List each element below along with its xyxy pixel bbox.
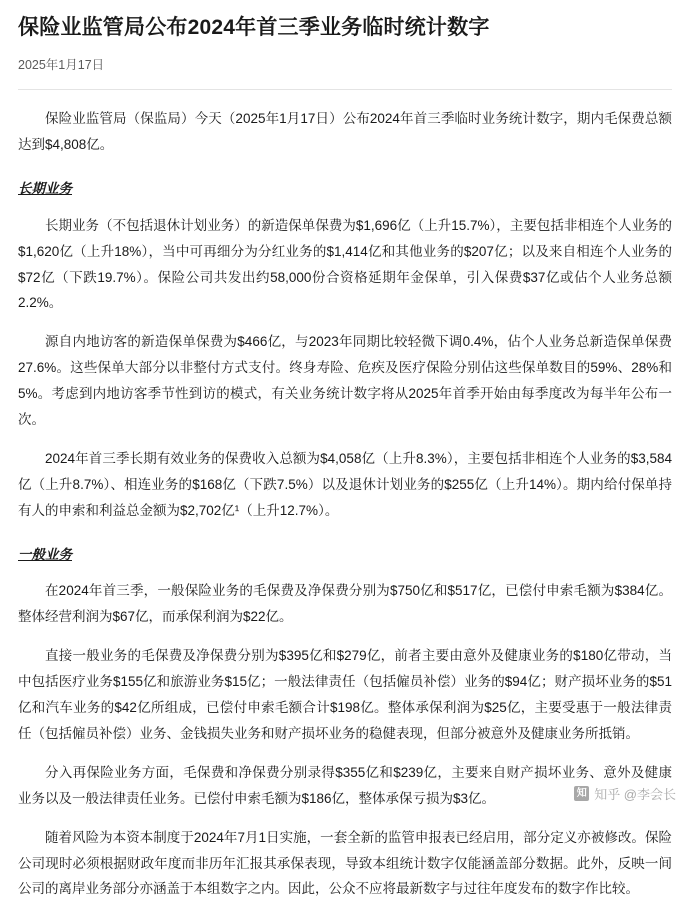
page-title: 保险业监管局公布2024年首三季业务临时统计数字 bbox=[18, 16, 490, 39]
publish-date: 2025年1月17日 bbox=[18, 58, 105, 73]
paragraph: 长期业务（不包括退休计划业务）的新造保单保费为$1,696亿（上升15.7%），主要包括非相连个人业务的$1,620亿（上升18%），当中可再细分为分红业务的$1,414亿和其他业务的$207亿；以及来自相连个人业务的$72亿（下跌19.7%）。保险公司共发出约58,000份合资格延期年金保单，引入保费$37亿或佔个人业务总额2.2%。 bbox=[18, 217, 672, 311]
watermark bbox=[574, 784, 676, 803]
paragraph: 源自内地访客的新造保单保费为$466亿，与2023年同期比较轻微下调0.4%，佔个人业务总新造保单保费27.6%。这些保单大部分以非整付方式支付。终身寿险、危疾及医疗保险分别佔这些保单数目的59%、28%和5%。考虑到内地访客季节性到访的模式，有关业务统计数字将从2025年首季开始由每季度改为每半年公布一次。 bbox=[18, 334, 672, 428]
watermark-text: 知乎 @李会长 bbox=[594, 787, 676, 802]
paragraph: 随着风险为本资本制度于2024年7月1日实施，一套全新的监管申报表已经启用，部分定义亦被修改。保险公司现时必须根据财政年度而非历年汇报其承保表现，导致本组统计数字仅能涵盖部分数据。此外，反映一间公司的离岸业务部分亦涵盖于本组数字之内。因此，公众不应将最新数字与过往年度发布的数字作比较。 bbox=[18, 829, 672, 897]
intro-paragraph: 保险业监管局（保监局）今天（2025年1月17日）公布2024年首三季临时业务统计数字，期内毛保费总额达到$4,808亿。 bbox=[18, 111, 672, 153]
zhihu-logo-icon: 知 bbox=[574, 786, 589, 801]
header-divider bbox=[18, 89, 672, 90]
section-heading-general: 一般业务 bbox=[18, 546, 72, 562]
paragraph: 直接一般业务的毛保费及净保费分别为$395亿和$279亿，前者主要由意外及健康业务的$180亿带动，当中包括医疗业务$155亿和旅游业务$15亿；一般法律责任（包括僱员补偿）业务的$94亿；财产损坏业务的$51亿和汽车业务的$42亿所组成，已偿付申索毛额合计$198亿。整体承保利润为$25亿，主要受惠于一般法律责任（包括僱员补偿）业务、金钱损失业务和财产损坏业务的稳健表现，但部分被意外及健康业务所抵销。 bbox=[18, 648, 672, 741]
paragraph: 2024年首三季长期有效业务的保费收入总额为$4,058亿（上升8.3%），主要包括非相连个人业务的$3,584亿（上升8.7%）、相连业务的$168亿（下跌7.5%）以及退休计划业务的$255亿（上升14%）。期内给付保单持有人的申索和利益总金额为$2,702亿¹（上升12.7%）。 bbox=[18, 451, 672, 518]
paragraph: 分入再保险业务方面，毛保费和净保费分别录得$355亿和$239亿，主要来自财产损坏业务、意外及健康业务以及一般法律责任业务。已偿付申索毛额为$186亿，整体承保亏损为$3亿。 bbox=[18, 764, 672, 806]
section-heading-long-term: 长期业务 bbox=[18, 181, 72, 197]
paragraph: 在2024年首三季，一般保险业务的毛保费及净保费分别为$750亿和$517亿，已偿付申索毛额为$384亿。整体经营利润为$67亿，而承保利润为$22亿。 bbox=[18, 583, 672, 625]
